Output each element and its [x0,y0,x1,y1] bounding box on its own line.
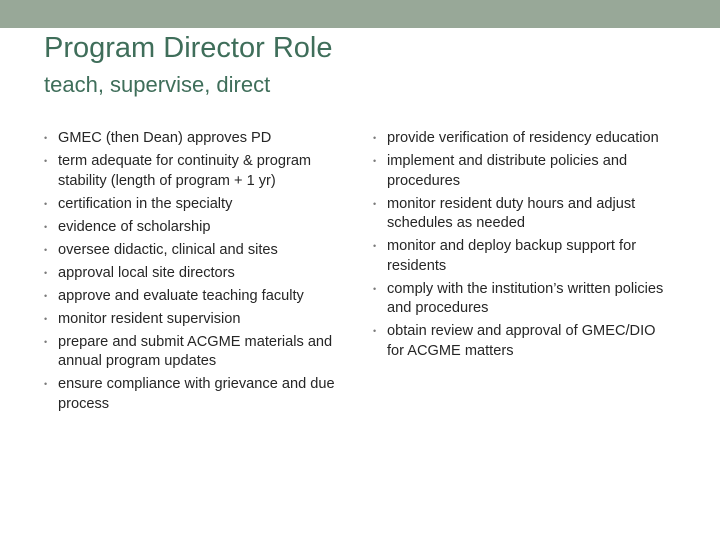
bullet-dot-icon: • [373,241,377,251]
right-bullet-item [373,152,673,191]
bullet-text: provide verification of residency education [387,130,659,146]
bullet-text: monitor and deploy backup support for residents [387,238,637,274]
bullet-text: monitor resident duty hours and adjust schedules as needed [387,195,636,231]
bullet-dot-icon: • [44,133,48,143]
left-bullet-item [44,218,340,238]
bullet-dot-icon: • [44,198,48,209]
bullet-text: evidence of scholarship [58,218,211,235]
bullet-dot-icon: • [44,290,48,301]
bullet-text: term adequate for continuity & program stability (length of program + 1 yr) [58,153,312,189]
bullet-dot-icon: • [373,283,377,294]
bullet-dot-icon: • [44,267,48,278]
right-bullet-list [373,129,673,365]
slide-title: Program Director Role [44,32,333,64]
right-bullet-item [373,322,673,361]
bullet-text: approval local site directors [58,264,235,281]
left-bullet-item [44,195,340,215]
bullet-text: certification in the specialty [58,195,233,212]
bullet-dot-icon: • [44,313,48,324]
left-bullet-item [44,241,340,261]
bullet-text: ensure compliance with grievance and due process [58,376,335,412]
bullet-text: comply with the institution’s written policies and procedures [387,280,664,316]
bullet-text: monitor resident supervision [58,310,241,327]
right-bullet-item [373,280,673,319]
right-bullet-item [373,129,673,149]
left-bullet-item [44,264,340,284]
bullet-dot-icon: • [373,156,377,166]
bullet-dot-icon: • [44,221,48,232]
bullet-dot-icon: • [373,133,377,143]
bullet-dot-icon: • [44,336,48,347]
bullet-dot-icon: • [373,326,377,336]
bullet-dot-icon: • [373,198,377,209]
top-banner-band [0,0,720,28]
bullet-text: GMEC (then Dean) approves PD [58,130,272,146]
left-bullet-item [44,310,340,330]
bullet-text: obtain review and approval of GMEC/DIO for ACGME matters [387,323,656,359]
bullet-text: prepare and submit ACGME materials and annual program updates [58,333,333,369]
bullet-dot-icon: • [44,379,48,389]
bullet-dot-icon: • [44,244,48,255]
bullet-text: implement and distribute policies and procedures [387,153,628,189]
right-bullet-item [373,237,673,276]
bullet-dot-icon: • [44,156,48,166]
left-bullet-item [44,129,340,149]
slide-subtitle: teach, supervise, direct [44,72,271,97]
bullet-text: oversee didactic, clinical and sites [58,241,278,258]
bullet-text: approve and evaluate teaching faculty [58,287,304,304]
left-bullet-item [44,333,340,372]
left-bullet-item [44,152,340,191]
left-bullet-list [44,129,340,418]
left-bullet-item [44,375,340,414]
right-bullet-item [373,195,673,234]
left-bullet-item [44,287,340,307]
